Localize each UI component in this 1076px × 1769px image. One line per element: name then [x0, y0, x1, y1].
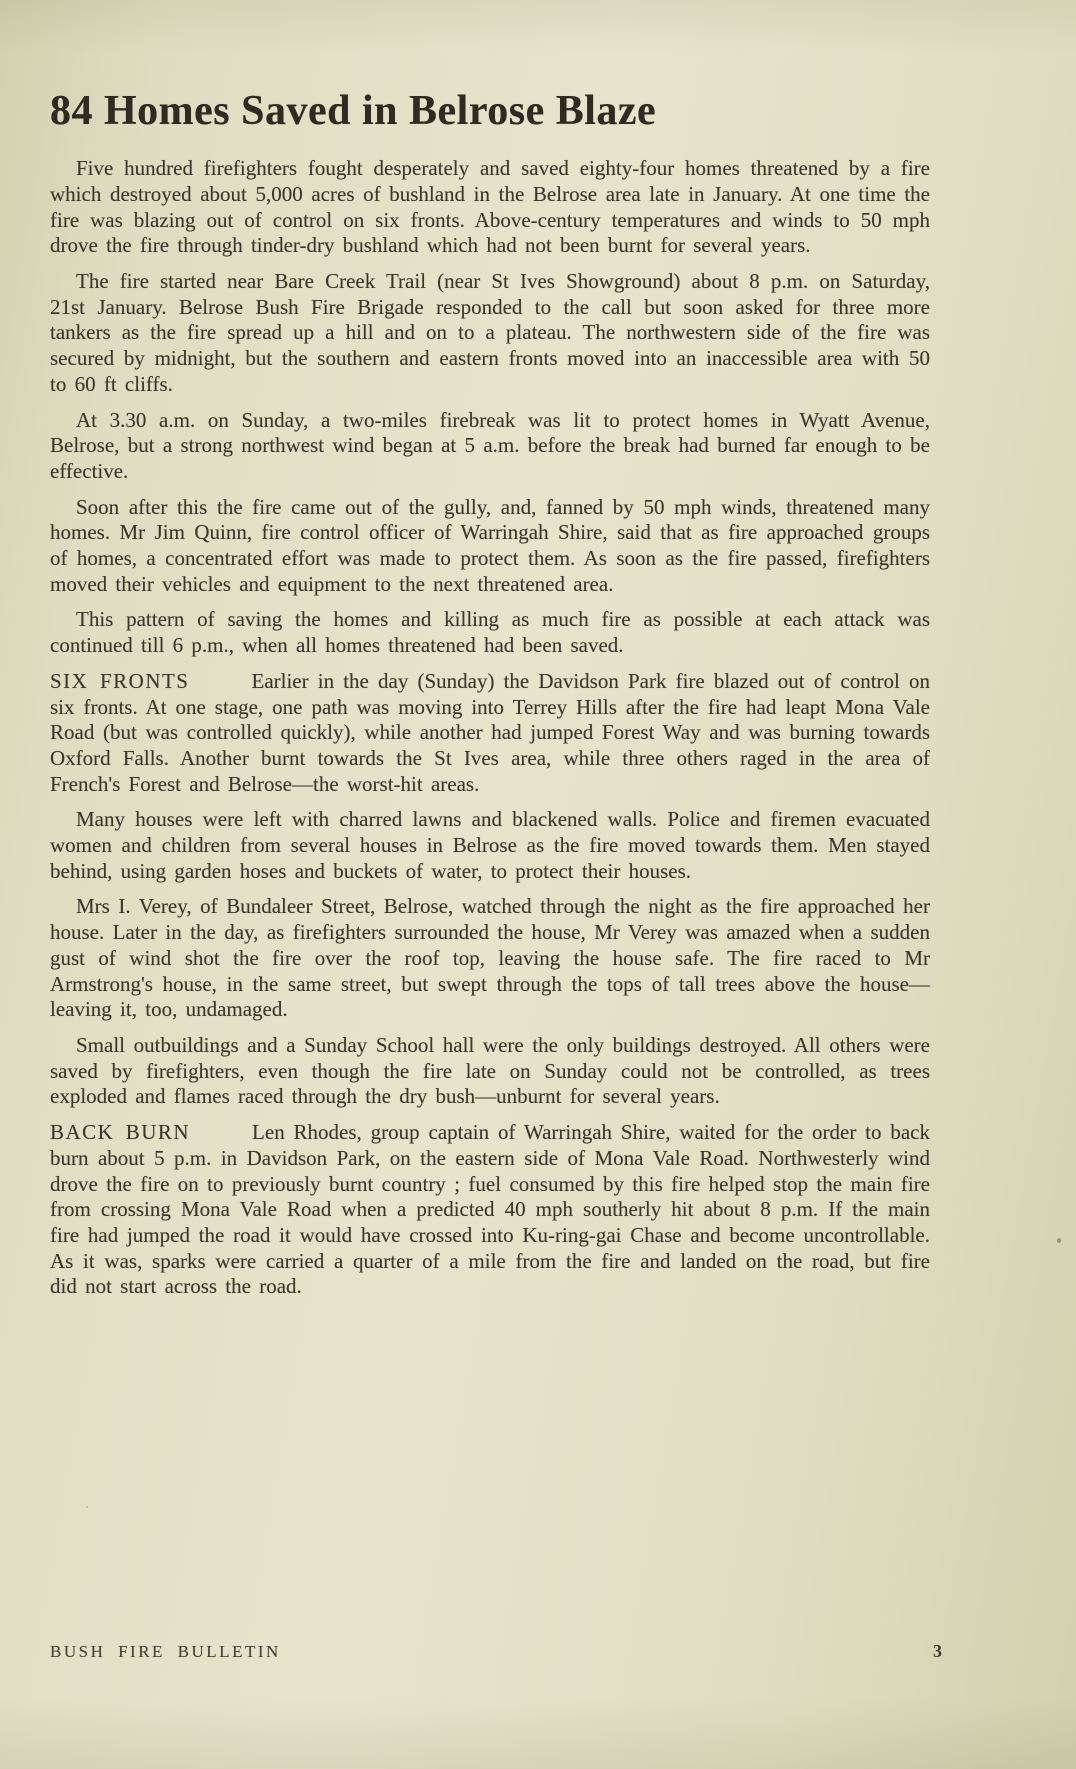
- paragraph-text: Many houses were left with charred lawns and blackened walls. Police and firemen evacuated women and children from several houses in Belrose as the fire moved towards them. Men stayed behind, using garden hoses and buckets of water, to protect their houses.: [50, 807, 930, 883]
- paragraph-text: Soon after this the fire came out of the gully, and, fanned by 50 mph winds, threatened many homes. Mr Jim Quinn, fire control officer of Warringah Shire, said that as fire approached groups of homes, a concentrated effort was made to protect them. As soon as the fire passed, firefighters moved their vehicles and equipment to the next threatened area.: [50, 494, 930, 596]
- paragraph-text: This pattern of saving the homes and killing as much fire as possible at each attack was continued till 6 p.m., when all homes threatened had been saved.: [50, 607, 930, 658]
- paragraph: [50, 669, 930, 798]
- paragraph-text: Five hundred firefighters fought desperately and saved eighty-four homes threatened by a fire which destroyed about 5,000 acres of bushland in the Belrose area late in January. At one time the fire was blazing out of control on six fronts. Above-century temperatures and winds to 50 mph drove the fire through tinder-dry bushland which had not been burnt for several years.: [50, 156, 930, 258]
- paragraph: [50, 1033, 930, 1110]
- paragraph: [50, 269, 930, 398]
- paragraph-text: Earlier in the day (Sunday) the Davidson Park fire blazed out of control on six fronts. At one stage, one path was moving into Terrey Hills after the fire had leapt Mona Vale Road (but was controlled quickly), while another had jumped Forest Way and was burning towards Oxford Falls. Another burnt towards the St Ives area, while three others raged in the area of French's Forest and Belrose—the worst-hit areas.: [50, 668, 930, 796]
- section-head: SIX FRONTS: [50, 668, 190, 693]
- paragraph-text: The fire started near Bare Creek Trail (near St Ives Showground) about 8 p.m. on Saturday, 21st January. Belrose Bush Fire Brigade responded to the call but soon asked for three more tankers as the fire spread up a hill and on to a plateau. The northwestern side of the fire was secured by midnight, but the southern and eastern fronts moved into an inaccessible area with 50 to 60 ft cliffs.: [50, 269, 930, 396]
- footer-page-number: 3: [933, 1641, 942, 1661]
- paragraph: [50, 1120, 930, 1300]
- footer-journal-name: BUSH FIRE BULLETIN: [50, 1642, 281, 1661]
- scan-speck: [1057, 1238, 1061, 1243]
- page-footer: [50, 1641, 942, 1662]
- scan-speck: [86, 1506, 88, 1508]
- paragraph-text: Small outbuildings and a Sunday School hall were the only buildings destroyed. All others were saved by firefighters, even though the fire late on Sunday could not be controlled, as trees exploded and flames raced through the dry bush—unburnt for several years.: [50, 1032, 930, 1109]
- paragraph-text: Len Rhodes, group captain of Warringah Shire, waited for the order to back burn about 5 p.m. in Davidson Park, on the eastern side of Mona Vale Road. Northwesterly wind drove the fire on to previously burnt country ; fuel consumed by this fire helped stop the main fire from crossing Mona Vale Road when a predicted 40 mph southerly hit about 8 p.m. If the main fire had jumped the road it would have crossed into Ku-ring-gai Chase and become uncontrollable. As it was, sparks were carried a quarter of a mile from the fire and landed on the road, but fire did not start across the road.: [50, 1120, 930, 1299]
- article-title: 84 Homes Saved in Belrose Blaze: [50, 88, 657, 134]
- paragraph: [50, 894, 930, 1023]
- article: [50, 88, 930, 1310]
- paragraph-text: Mrs I. Verey, of Bundaleer Street, Belrose, watched through the night as the fire approached her house. Later in the day, as firefighters surrounded the house, Mr Verey was amazed when a sudden gust of wind shot the fire over the roof top, leaving the house safe. The fire raced to Mr Armstrong's house, in the same street, but swept through the tops of tall trees above the house—leaving it, too, undamaged.: [50, 894, 930, 1022]
- paragraph-text: At 3.30 a.m. on Sunday, a two-miles firebreak was lit to protect homes in Wyatt Avenue, Belrose, but a strong northwest wind began at 5 a.m. before the break had burned far enough to be effective.: [50, 407, 930, 483]
- paragraph: [50, 807, 930, 884]
- paragraph: [50, 156, 930, 259]
- article-body: [50, 156, 930, 1300]
- paragraph: [50, 408, 930, 485]
- paragraph: [50, 495, 930, 598]
- paragraph: [50, 607, 930, 658]
- section-head: BACK BURN: [50, 1120, 191, 1145]
